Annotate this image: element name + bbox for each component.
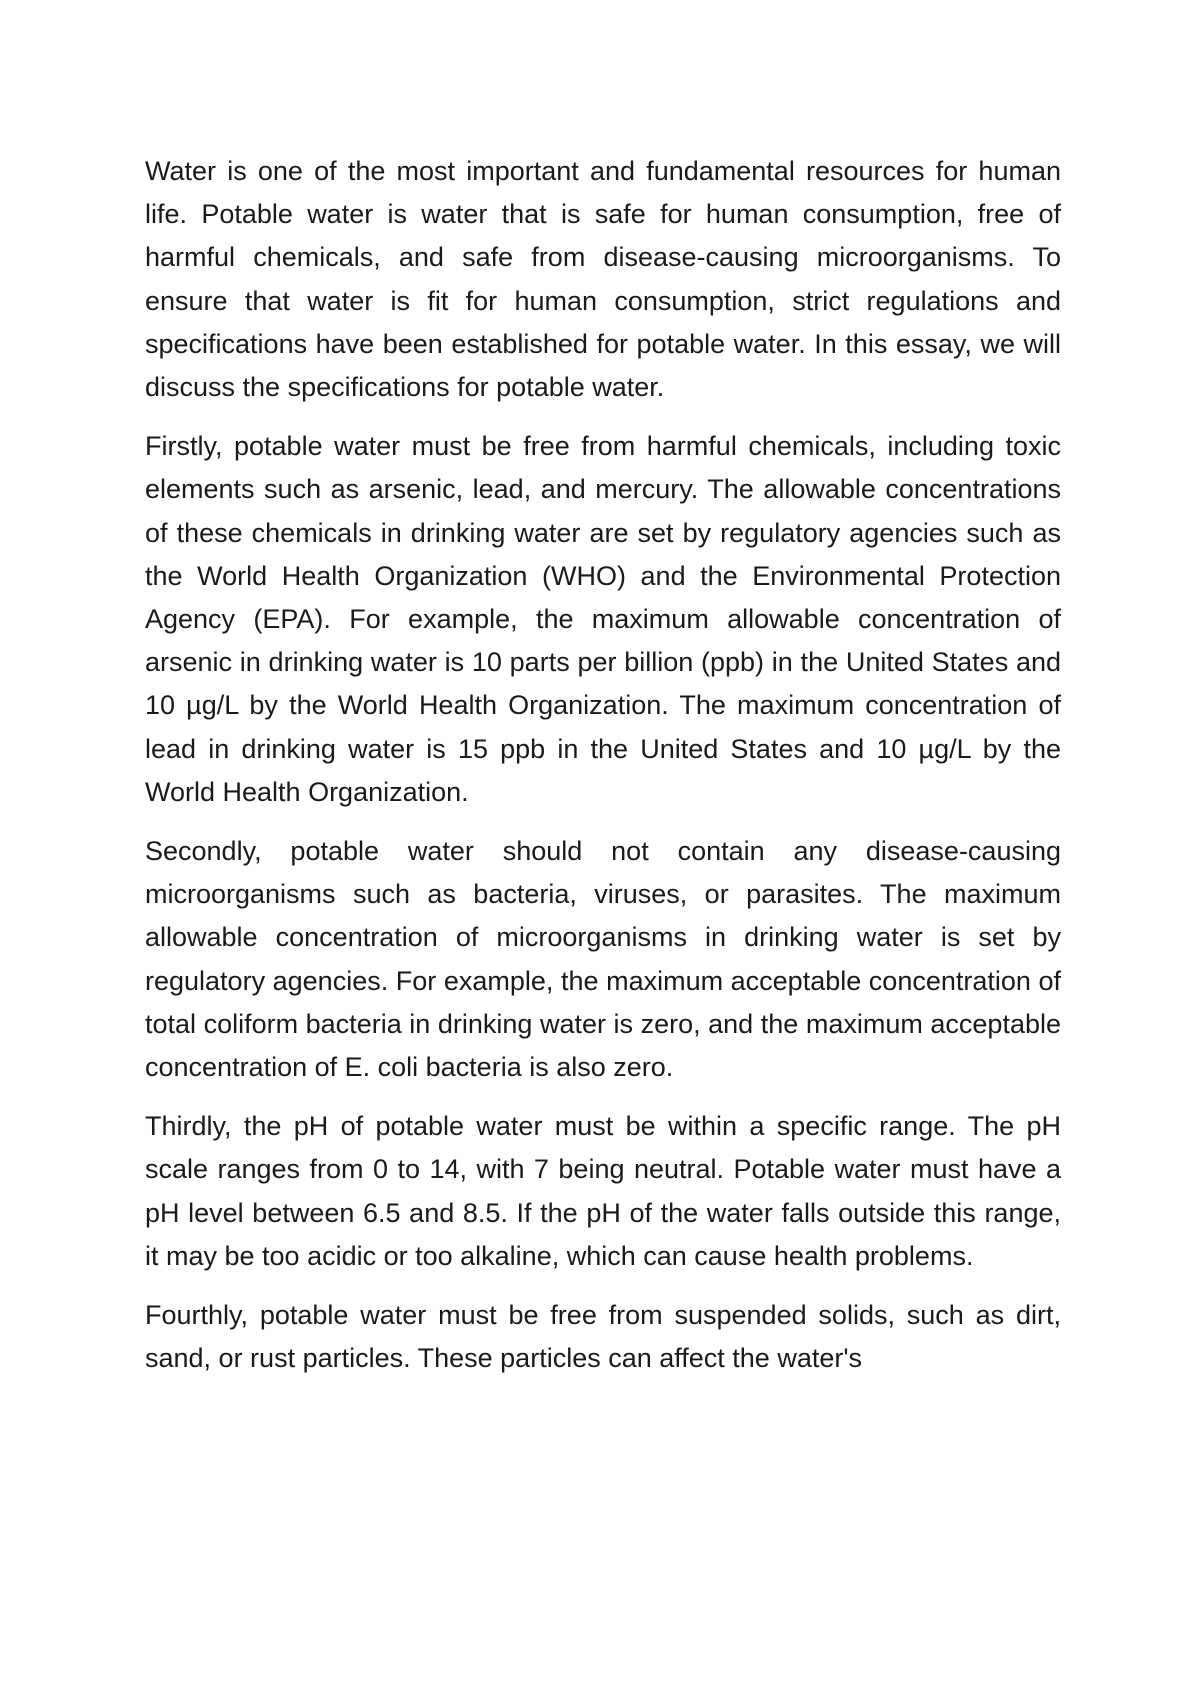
paragraph-chemicals: Firstly, potable water must be free from harmful chemicals, including toxic elements such as arsenic, lead, and mercury. The allowable concentrations of these chemicals in drinking water are set by regulatory agencies such as the World Health Organization (WHO) and the Environmental Protection Agency (EPA). For example, the maximum allowable concentration of arsenic in drinking water is 10 parts per billion (ppb) in the United States and 10 µg/L by the World Health Organization. The maximum concentration of lead in drinking water is 15 ppb in the United States and 10 µg/L by the World Health Organization. <box>145 431 1061 807</box>
paragraph-microorganisms: Secondly, potable water should not contain any disease-causing microorganisms such as bacteria, viruses, or parasites. The maximum allowable concentration of microorganisms in drinking water is set by regulatory agencies. For example, the maximum acceptable concentration of total coliform bacteria in drinking water is zero, and the maximum acceptable concentration of E. coli bacteria is also zero. <box>145 836 1061 1083</box>
paragraph-intro: Water is one of the most important and fundamental resources for human life. Potable water is water that is safe for human consumption, free of harmful chemicals, and safe from disease-causing microorganisms. To ensure that water is fit for human consumption, strict regulations and specifications have been established for potable water. In this essay, we will discuss the specifications for potable water. <box>145 156 1061 403</box>
paragraph-suspended-solids: Fourthly, potable water must be free from suspended solids, such as dirt, sand, or rust particles. These particles can affect the water's <box>145 1300 1061 1374</box>
paragraph-ph: Thirdly, the pH of potable water must be within a specific range. The pH scale ranges from 0 to 14, with 7 being neutral. Potable water must have a pH level between 6.5 and 8.5. If the pH of the water falls outside this range, it may be too acidic or too alkaline, which can cause health problems. <box>145 1111 1061 1271</box>
body-text <box>145 150 1061 1396</box>
